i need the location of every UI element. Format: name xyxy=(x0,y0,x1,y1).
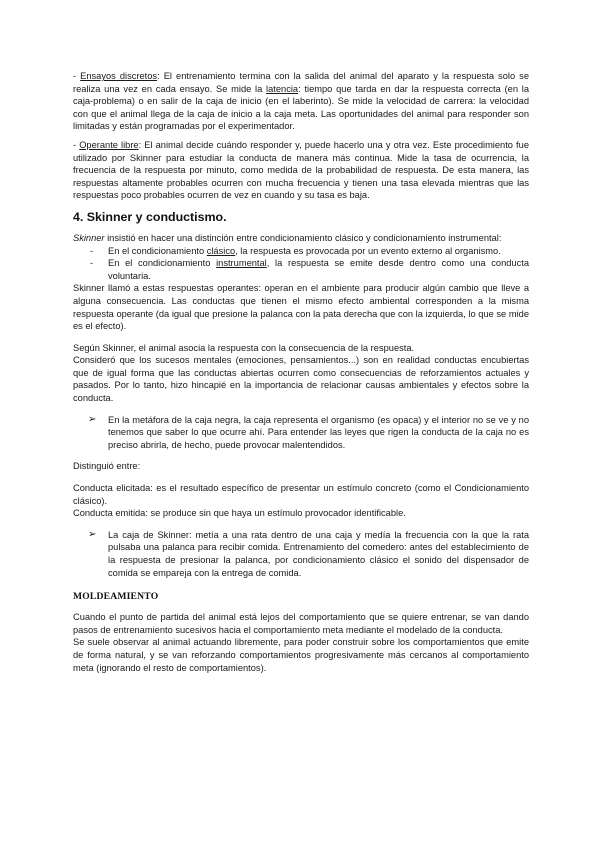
section-heading-moldeamiento: MOLDEAMIENTO xyxy=(73,591,159,603)
paragraph-asociacion: Según Skinner, el animal asocia la respuesta con la consecuencia de la respuesta. xyxy=(73,342,415,353)
list-item: - En el condicionamiento clásico, la respuesta es provocada por un evento externo al organismo. xyxy=(90,245,501,256)
dash-bullet: - xyxy=(90,258,94,269)
name-skinner: Skinner xyxy=(73,232,105,243)
section-heading-skinner: 4. Skinner y conductismo. xyxy=(73,209,227,224)
term-latencia: latencia xyxy=(266,83,299,94)
list-item: - En el condicionamiento instrumental, la respuesta se emite desde dentro como una conducta voluntaria. xyxy=(90,258,529,281)
paragraph-skinner-distincion: Skinner insistió en hacer una distinción entre condicionamiento clásico y condicionamiento instrumental: xyxy=(73,232,502,243)
paragraph-moldeamiento-1: Cuando el punto de partida del animal está lejos del comportamiento que se quiere entrenar, se van dando pasos de entrenamiento sucesivos hacia el comportamiento meta mediante el modelado de la conducta. xyxy=(73,612,529,635)
term-operante-libre: Operante libre xyxy=(79,139,139,150)
paragraph-sucesos-mentales: Consideró que los sucesos mentales (emociones, pensamientos...) son en realidad conductas encubiertas que de igual forma que las conductas abiertas ocurren como consecuencias de reforzamientos actuales y pasados. Por lo tanto, hizo hincapié en la importancia de relacionar causas ambientales y efectos sobre la conducta. xyxy=(73,355,529,404)
document-page xyxy=(73,70,529,674)
term-ensayos-discretos: Ensayos discretos xyxy=(80,71,158,81)
conditioning-list xyxy=(73,245,529,283)
paragraph-operante-libre: - Operante libre: El animal decide cuándo responder y, puede hacerlo una y otra vez. Este procedimiento fue utilizado por Skinner para estudiar la conducta de manera más continua. Mide la tasa de ocurrencia, la frecuencia de la respuesta por minuto, como medida de la probabilidad de respuesta. De esta manera, las respuestas altamente probables ocurren con mucha frecuencia y tienen una tasa elevada mientras que las respuestas poco probables ocurren de vez en cuando y su tasa es baja. xyxy=(73,139,529,201)
arrow-bullet-icon: ➢ xyxy=(88,413,97,425)
arrow-bullet-icon: ➢ xyxy=(88,528,97,540)
paragraph-respuestas-operantes: Skinner llamó a estas respuestas operantes: operan en el ambiente para producir algún cambio que lleve a alguna consecuencia. Las conductas que tienen el mismo efecto ambiental corresponden a la misma respuesta operante (da igual que presione la palanca con la pata derecha que con la izquierda, lo que se mide es el efecto). xyxy=(73,283,529,332)
dash-bullet: - xyxy=(90,245,94,256)
arrow-item-caja-skinner: ➢ La caja de Skinner: metía a una rata dentro de una caja y medía la frecuencia con la que la rata pulsaba una palanca para recibir comida. Entrenamiento del comedero: antes del establecimiento de la respuesta de presionar la palanca, por condicionamiento clásico el sonido del dispensador de comida se empareja con la entrega de comida. xyxy=(88,528,529,578)
paragraph-ensayos-discretos: - Ensayos discretos: El entrenamiento termina con la salida del animal del aparato y la respuesta solo se realiza una vez en cada ensayo. Se mide la latencia: tiempo que tarda en dar la respuesta correcta (en la caja-problema) o en salir de la caja de inicio (en el laberinto). Se mide la velocidad de carrera: la velocidad con que el animal llega de la caja de inicio a la caja meta. Las oportunidades del animal para responder son limitadas y están programadas por el experimentador. xyxy=(73,71,529,132)
paragraph-distinguio: Distinguió entre: xyxy=(73,461,141,472)
arrow-item-caja-negra: ➢ En la metáfora de la caja negra, la caja representa el organismo (es opaca) y el interior no se ve y no tenemos que saber lo que ocurre ahí. Para entender las leyes que rigen la conducta de la caja no es preciso abrirla, de hecho, puede provocar malentendidos. xyxy=(88,413,529,450)
paragraph-moldeamiento-2: Se suele observar al animal actuando libremente, para poder construir sobre los comportamientos que emite de forma natural, y se van reforzando comportamientos progresivamente más cercanos al comportamiento meta (ignorando el resto de comportamientos). xyxy=(73,637,529,673)
paragraph-conducta-emitida: Conducta emitida: se produce sin que haya un estímulo provocador identificable. xyxy=(73,508,406,519)
paragraph-conducta-elicitada: Conducta elicitada: es el resultado específico de presentar un estímulo concreto (como el Condicionamiento clásico). xyxy=(73,483,529,506)
